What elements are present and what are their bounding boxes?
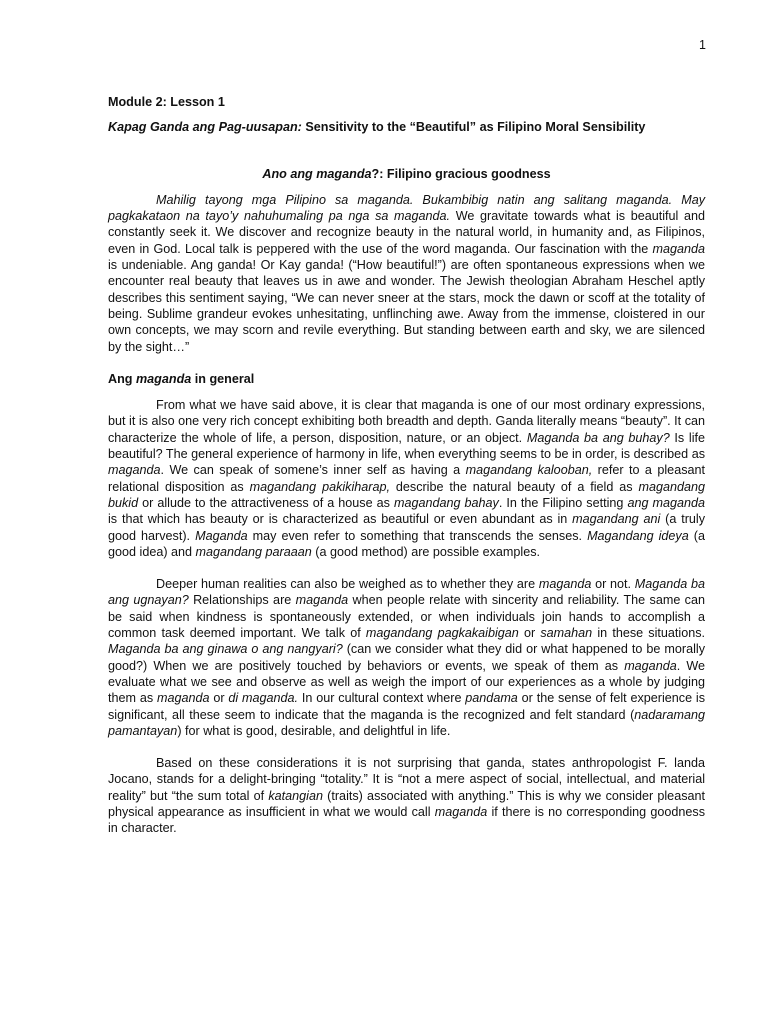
text-run: (a good idea) and xyxy=(108,528,705,559)
subheading xyxy=(108,371,705,387)
text-run: (a truly good harvest). xyxy=(108,512,706,543)
italic-run: magandang ani xyxy=(572,512,661,527)
italic-run: samahan xyxy=(540,626,593,641)
page-number: 1 xyxy=(699,38,706,52)
text-run: Deeper human realities can also be weighed as to whether they are xyxy=(156,577,539,592)
document-body xyxy=(108,94,705,853)
italic-run: nadaramang pamantayan xyxy=(108,707,705,738)
italic-run: magandang kalooban, xyxy=(465,463,593,478)
text-run: describe the natural beauty of a field as xyxy=(389,479,639,494)
italic-run: maganda xyxy=(434,804,488,819)
text-run: In our cultural context where xyxy=(298,691,466,706)
text-run: is undeniable. Ang ganda! Or Kay ganda! (“How beautiful!”) are often spontaneous expressions when we encounter real beauty that leaves us in awe and wonder. The Jewish theologian Abraham Heschel aptly describes this sentiment saying, “We can never sneer at the stars, mock the dawn or scoff at the totality of being. Sublime grandeur evokes unhesitating, unflinching awe. Away from the immense, cloistered in our own concepts, we may scorn and revile everything. But standing between earth and sky, we are silenced by the sight…” xyxy=(108,258,705,354)
text-run: or xyxy=(209,691,229,706)
italic-run: di maganda. xyxy=(228,691,299,706)
paragraph-2 xyxy=(108,397,705,560)
text-run: in these situations. xyxy=(592,626,706,641)
text-run: or allude to the attractiveness of a house as xyxy=(138,495,394,510)
italic-run: maganda xyxy=(295,593,349,608)
text-run: or not. xyxy=(591,577,635,592)
text-run: if there is no corresponding goodness in character. xyxy=(108,804,706,836)
lesson-title-italic: Kapag Ganda ang Pag-uusapan: xyxy=(108,120,302,135)
text-run: is that which has beauty or is characterized as beautiful or even abundant as in xyxy=(108,512,573,527)
italic-run: Maganda ba ang buhay? xyxy=(526,430,670,445)
subheading-post: in general xyxy=(191,371,255,386)
text-run: . In the Filipino setting xyxy=(498,495,628,510)
italic-run: maganda xyxy=(108,463,161,478)
subheading-italic: maganda xyxy=(135,371,192,386)
text-run: or the sense of felt experience is significant, all these seem to indicate that the maganda is the recognized and felt standard ( xyxy=(108,691,706,722)
italic-run: Maganda ba ang ugnayan? xyxy=(108,577,706,608)
text-run: From what we have said above, it is clear that maganda is one of our most ordinary expressions, but it is also one very rich concept exhibiting both breadth and depth. Ganda literally means “beauty”. It can characterize the whole of life, a person, disposition, nature, or an object. xyxy=(108,398,705,445)
text-run: Based on these considerations it is not surprising that ganda, states anthropologist F. landa Jocano, stands for a delight-bringing “totality.” It is “not a mere aspect of social, intellectual, and material reality” but “the sum total of xyxy=(108,756,705,803)
text-run: when people relate with sincerity and reliability. The same can be said when kindness is spontaneously extended, or when individuals join hands to accomplish a common task deemed important. We talk of xyxy=(108,593,705,641)
italic-run: ang maganda xyxy=(627,495,705,510)
italic-run: Maganda xyxy=(195,528,248,543)
italic-run: magandang pagkakaibigan xyxy=(365,626,519,641)
section-title-italic: Ano ang maganda xyxy=(262,166,372,181)
italic-run: maganda xyxy=(624,658,677,673)
text-run: . We evaluate what we see and observe as well as weigh the import of our experiences as a whole by judging them as xyxy=(108,658,705,706)
subheading-pre: Ang xyxy=(108,371,136,386)
text-run: Relationships are xyxy=(188,593,296,608)
italic-run: magandang bukid xyxy=(108,479,705,510)
italic-run: katangian xyxy=(268,788,323,803)
text-run: (traits) associated with anything.” This is why we consider pleasant physical appearance as insufficient in what we would call xyxy=(108,788,705,819)
text-run: ) for what is good, desirable, and delightful in life. xyxy=(177,723,451,738)
text-run: (a good method) are possible examples. xyxy=(311,544,540,559)
module-title: Module 2: Lesson 1 xyxy=(108,95,225,109)
italic-run: maganda xyxy=(156,691,210,706)
italic-run: Mahilig tayong mga Pilipino sa maganda. Bukambibig natin ang salitang maganda. May pagkakataon na tayo’y nahuhumaling pa nga sa maganda. xyxy=(108,192,705,224)
text-run: . We can speak of somene’s inner self as having a xyxy=(160,463,466,478)
italic-run: maganda xyxy=(538,577,592,592)
italic-run: maganda xyxy=(652,241,705,256)
text-run: may even refer to something that transcends the senses. xyxy=(247,528,588,543)
text-run: Is life beautiful? The general experience of harmony in life, when everything seems to be in order, is described as xyxy=(108,430,705,462)
italic-run: magandang paraaan xyxy=(195,544,312,559)
italic-run: Maganda ba ang ginawa o ang nangyari? xyxy=(108,642,343,657)
text-run: (can we consider what they did or what happened to be morally good?) When we are positively touched by behaviors or events, we speak of them as xyxy=(108,642,705,673)
text-run: or xyxy=(518,626,541,641)
paragraph-4 xyxy=(108,755,705,836)
text-run: We gravitate towards what is beautiful and constantly seek it. We discover and recognize beauty in the natural world, in humanity and, as Filipinos, even in God. Local talk is peppered with the use of the word maganda. Our fascination with the xyxy=(108,209,705,256)
lesson-title xyxy=(108,119,705,135)
text-run: refer to a pleasant relational disposition as xyxy=(108,463,705,494)
italic-run: pandama xyxy=(465,691,518,706)
italic-run: magandang pakikiharap, xyxy=(249,479,390,494)
italic-run: magandang bahay xyxy=(393,495,499,510)
section-title-rest: ?: Filipino gracious goodness xyxy=(371,166,551,181)
paragraph-3 xyxy=(108,576,705,739)
lesson-title-rest: Sensitivity to the “Beautiful” as Filipino Moral Sensibility xyxy=(301,120,646,135)
paragraph-1 xyxy=(108,192,705,355)
section-title xyxy=(108,166,705,182)
italic-run: Magandang ideya xyxy=(587,528,689,543)
